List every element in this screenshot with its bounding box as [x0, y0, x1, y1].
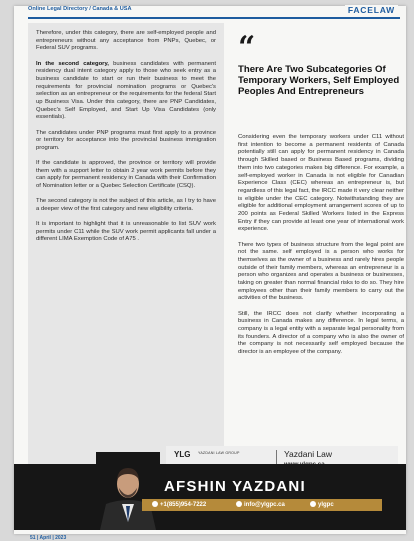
ylg-group-name: YAZDANI LAW GROUP: [198, 451, 240, 455]
right-paragraph: Still, the IRCC does not clarify whether incorporating a business in Canada makes any difference. In legal terms, a company is a legal entity with a separate legal personality from its founders. A director of a company who is also the owner of the company is not necessarily self employed because the director is an employee of the company.: [238, 310, 404, 356]
header-section-title: Online Legal Directory / Canada & USA: [28, 6, 132, 12]
header-rule: [28, 17, 400, 19]
header-masthead: FACELAW: [345, 5, 398, 15]
ylg-logo: YLG: [174, 450, 191, 459]
bold-lead: In the second category,: [36, 60, 109, 67]
left-paragraph-bold-lead: [36, 61, 216, 123]
page-footer: 51 | April | 2023: [30, 535, 67, 541]
ad-email-text: info@ylgpc.ca: [244, 502, 285, 508]
right-paragraph: Considering even the temporary workers under C11 without first intention to become a permanent residents of Canada potentially still can apply for permanent residency in Canada through Skilled based or Business Based programs, dividing them into two categories makes big difference. For example, a self-employed worker in Canada is not eligible for Canadian Experience Class (CEC) whereas an entrepreneur is, but regardless of this legal fact, the IRCC made it very clear neither is eligible under the CEC category. Notwithstanding they are eligible for additional employment arrangement scores of up to 200 points as Federal Skilled Workers listed in the Express Entry if they can provide at least one year of international work experience.: [238, 134, 404, 233]
phone-icon: [152, 501, 158, 507]
ad-email[interactable]: [236, 501, 285, 508]
ad-social-text: ylgpc: [318, 502, 334, 508]
left-paragraph: It is important to highlight that it is unreasonable to list SUV work permits under C11 while the SUV work permit applicants fall under a different LIMA Exemption Code of A75 .: [36, 221, 216, 243]
left-paragraph-rest: business candidates with permanent residency dual intent category apply to those who seek entry as a business candidate to start or run their business to meet the requirements for provincial nomination programs or Quebec's selection as an entrepreneur or the requirements for the federal Start up Business Visa. Under this category, there are PNP Candidates, Quebec's Self Employed, and Start Up Visa Candidates (only essentials).: [36, 60, 217, 121]
right-paragraph: There two types of business structure from the legal point are not the same. self employed is a person who works for themselves as the owner of a business and rarely hires people outside of their family members, whereas an entrepreneur is a person who organizes and operates a business or businesses, taking on greater than normal financial risks to do so. They hire employees other than their family members to carry out the activities of the business.: [238, 241, 404, 302]
ad-phone[interactable]: [152, 501, 206, 508]
left-paragraph: Therefore, under this category, there are self-employed people and entrepreneurs without any acceptance from PNPs, Quebec, or Federal SUV programs.: [36, 30, 216, 52]
ad-person-name: AFSHIN YAZDANI: [164, 478, 306, 495]
ad-banner: [14, 464, 406, 530]
left-paragraph: If the candidate is approved, the province or territory will provide them with a support letter to obtain 2 year work permits before they can apply for permanent residency in Canada with their Confirmation of Nomination letter or a Quebec Selection Certificate (CSQ).: [36, 160, 216, 190]
quote-icon: “: [238, 30, 256, 65]
left-column: [36, 30, 216, 252]
left-paragraph: The candidates under PNP programs must first apply to a province or territory for acceptance into the provincial business immigration program.: [36, 129, 216, 151]
lawyer-portrait: [96, 452, 160, 530]
pull-quote-heading: There Are Two Subcategories Of Temporary Workers, Self Employed Peoples And Entrepreneurs: [238, 64, 400, 97]
social-icon: [310, 501, 316, 507]
email-icon: [236, 501, 242, 507]
ad-social[interactable]: [310, 501, 334, 508]
magazine-page: [14, 5, 406, 541]
right-column: [238, 134, 404, 364]
ad-phone-text: +1(855)954-7222: [160, 502, 207, 508]
ad-firm-name: Yazdani Law: [284, 449, 333, 459]
left-paragraph: The second category is not the subject of this article, as I try to have a deeper view of the first category and new eligibility criteria.: [36, 198, 216, 212]
